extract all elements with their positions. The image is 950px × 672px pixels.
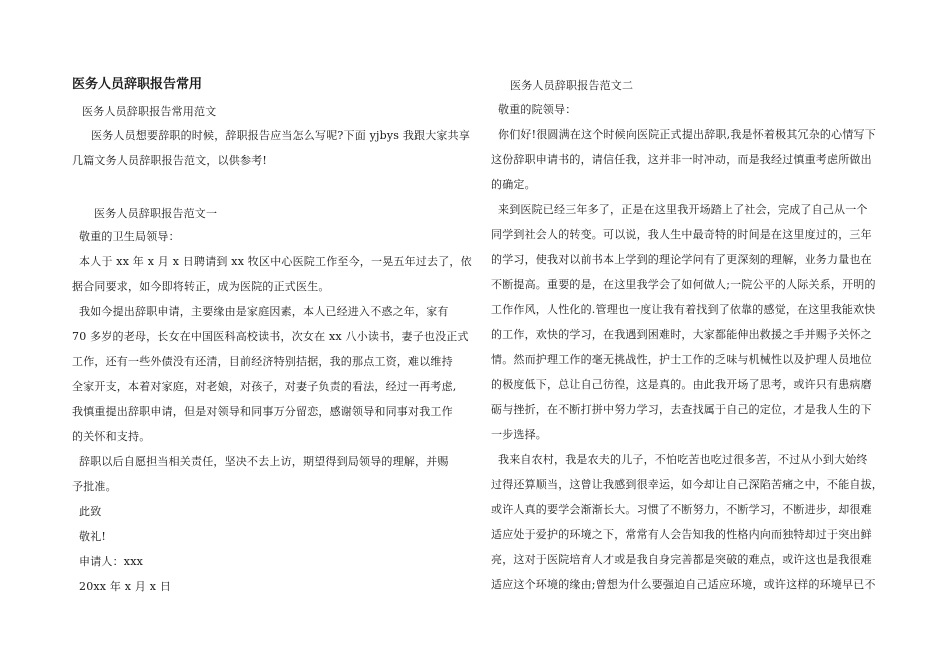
left-text-line: 全家开支，本着对家庭，对老娘，对孩子，对妻子负责的看法，经过一再考虑, [72,380,457,393]
left-text-line: 辞职以后自愿担当相关责任，坚决不去上访，期望得到局领导的理解，并赐 [79,455,449,468]
left-text-line: 医务人员辞职报告范文一 [94,207,218,220]
right-text-line: 医务人员辞职报告范文二 [510,79,634,92]
left-text-line: 予批准。 [72,480,117,493]
left-text-line: 70 多岁的老母，长女在中国医科高校读书，次女在 xx 八小读书，妻子也没正式 [72,330,469,343]
right-text-line: 亮，这对于医院培育人才或是我自身完善都是突破的难点，或许这也是我很难 [491,553,872,566]
right-text-line: 你们好!很圆满在这个时候向医院正式提出辞职,我是怀着极其冗杂的心情写下 [498,128,876,141]
right-text-line: 或许人真的要学会渐渐长大。习惯了不断努力，不断学习，不断进步，却很难 [491,503,872,516]
left-text-line: 敬重的卫生局领导： [79,230,180,243]
right-text-line: 的确定。 [491,178,536,191]
left-text-line: 20xx 年 x 月 x 日 [79,580,172,593]
right-text-line: 的学习，使我对以前书本上学到的理论学问有了更深刻的理解，业务力量也在 [491,253,872,266]
right-text-line: 情。然而护理工作的毫无挑战性，护士工作的乏味与机械性以及护理人员地位 [491,353,872,366]
left-text-line: 据合同要求，如今即将转正，成为医院的正式医生。 [72,280,330,293]
right-text-line: 来到医院已经三年多了，正是在这里我开场踏上了社会，完成了自己从一个 [498,203,868,216]
right-text-line: 不断提高。重要的是，在这里我学会了如何做人;一院公平的人际关系，开明的 [491,278,876,291]
left-text-line: 敬礼! [79,530,107,543]
left-text-line: 医务人员辞职报告常用范文 [82,105,217,118]
right-text-line: 敬重的院领导： [498,103,577,116]
right-text-line: 这份辞职申请书的，请信任我，这并非一时冲动，而是我经过慎重考虑所做出 [491,153,872,166]
left-text-line: 我如今提出辞职申请，主要缘由是家庭因素，本人已经进入不惑之年，家有 [79,305,449,318]
right-text-line: 的极度低下，总让自己彷徨，这是真的。由此我开场了思考，或许只有患病磨 [491,378,872,391]
left-text-line: 的关怀和支持。 [72,430,151,443]
right-text-line: 的工作，欢快的学习，在我遇到困难时，大家都能伸出救援之手并赐予关怀之 [491,328,872,341]
left-text-line: 本人于 xx 年 x 月 x 日聘请到 xx 牧区中心医院工作至今，一晃五年过去了，依 [79,255,472,268]
left-text-line: 工作，还有一些外债没有还清，目前经济特别拮据，我的那点工资，难以维持 [72,355,453,368]
right-text-line: 砺与挫折，在不断打拼中努力学习，去查找属于自己的定位，才是我人生的下 [491,403,872,416]
right-text-line: 适应这个环境的缘由;曾想为什么要强迫自己适应环境，或许这样的环境早已不 [491,578,876,591]
right-text-line: 工作作风，人性化的.管理也一度让我有着找到了依靠的感觉，在这里我能欢快 [491,303,876,316]
left-text-line: 我慎重提出辞职申请，但是对领导和同事万分留恋，感谢领导和同事对我工作 [72,405,453,418]
left-text-line: 申请人：xxx [79,555,144,568]
document-title: 医务人员辞职报告常用 [72,77,203,92]
right-text-line: 一步选择。 [491,428,547,441]
right-text-line: 我来自农村，我是农夫的儿子，不怕吃苦也吃过很多苦，不过从小到大始终 [498,453,868,466]
right-text-line: 适应处于爱护的环境之下，常常有人会告知我的性格内向而独特却过于突出鲜 [491,528,872,541]
left-text-line: 几篇文务人员辞职报告范文，以供参考! [72,154,268,167]
right-text-line: 同学到社会人的转变。可以说，我人生中最奇特的时间是在这里度过的，三年 [491,228,872,241]
left-text-line: 医务人员想要辞职的时候，辞职报告应当怎么写呢?下面 yjbys 我跟大家共享 [91,129,471,142]
left-text-line: 此致 [79,505,102,518]
right-text-line: 过得还算顺当，这曾让我感到很幸运，如今却让自己深陷苦痛之中，不能自拔， [491,478,883,491]
